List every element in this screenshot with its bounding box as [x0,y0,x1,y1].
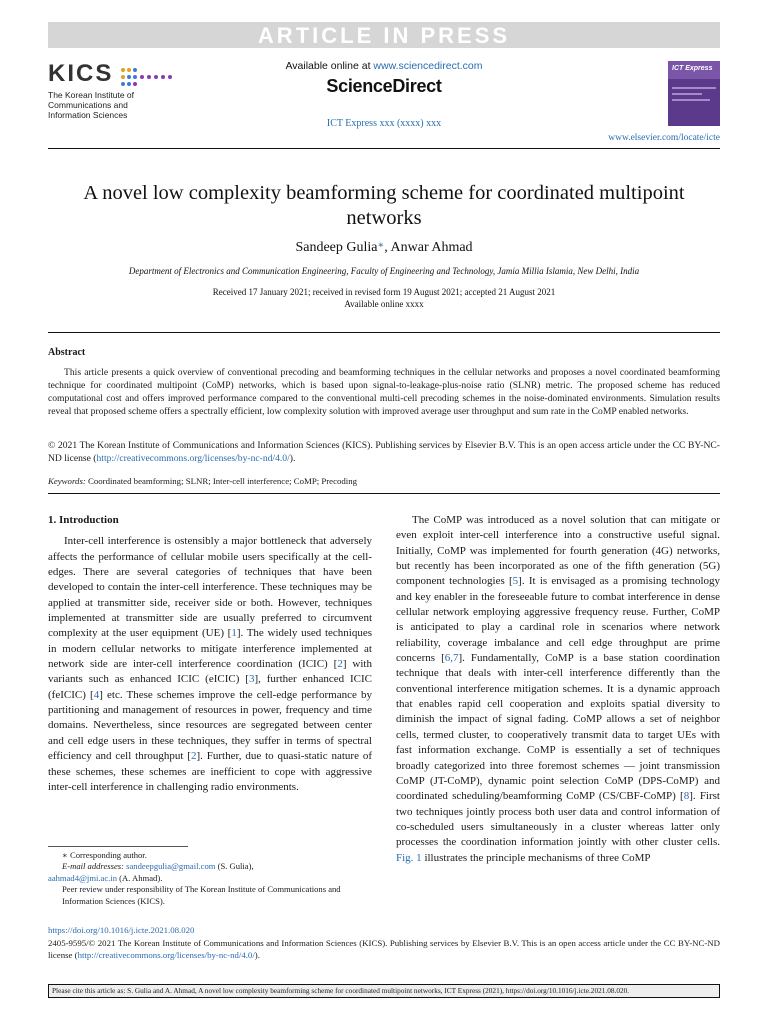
email1-owner: (S. Gulia), [215,861,254,872]
article-title: A novel low complexity beamforming scheme for coordinated multipoint networks [83,182,685,229]
available-online-date: Available online xxxx [344,299,424,309]
author-ahmad[interactable]: , Anwar Ahmad [384,240,473,255]
ref-link[interactable]: 3 [248,673,255,686]
email-line [48,861,372,872]
affiliation: Department of Electronics and Communication Engineering, Faculty of Engineering and Technology, Jamia Millia Islamia, New Delhi, India [128,266,640,276]
copyright-end: ). [289,453,296,464]
abstract-copyright [48,439,720,465]
right-column [396,513,720,866]
available-online [240,60,528,72]
article-in-press-banner: ARTICLE IN PRESS [48,22,720,48]
peer-review-note: Peer review under responsibility of The Korean Institute of Communications and Information Sciences (KICS). [62,884,341,906]
copyright-text: © 2021 The Korean Institute of Communications and Information Sciences (KICS). Publishing services by Elsevier B.V. This is an open access article under the CC BY-NC-ND license ( [48,440,720,464]
keywords [48,476,720,486]
available-prefix: Available online at [285,60,374,72]
issn-end: ). [254,949,260,960]
kics-subtitle-line1: The Korean Institute of [48,90,134,100]
sciencedirect-link[interactable]: www.sciencedirect.com [373,60,483,72]
kics-subtitle-line3: Information Sciences [48,110,128,120]
cover-title: ICT Express [672,65,713,72]
ref-link[interactable]: 8 [683,790,690,803]
kics-wordmark: KICS [48,60,114,87]
license-link[interactable]: http://creativecommons.org/licenses/by-nc-nd/4.0/ [96,453,290,464]
journal-cover-image[interactable] [668,61,720,126]
ref-link[interactable]: 1 [231,627,237,640]
abstract-heading: Abstract [48,347,86,358]
email-link-gulia[interactable]: sandeepgulia@gmail.com [126,861,216,872]
citation-box: Please cite this article as: S. Gulia and A. Ahmad, A novel low complexity beamforming scheme for coordinated multipoint networks, ICT Express (2021), https://doi.org/10.1016/j.icte.2021.08.020. [48,984,720,998]
intro-paragraph: Inter-cell interference is ostensibly a major bottleneck that adversely affects the performance of cellular mobile users specifically at the cell-edges. There are several categories of techniques that have been developed to contain the inter-cell interference. These techniques may be applied at transmitter side, receiver side or both. However, techniques implemented at transmitter side are usually preferred to circumvent complexity at the user equipment (UE) [1]. The widely used techniques in modern cellular networks to mitigate interference implemented at network side are inter-cell interference coordination (ICIC) [2] with variants such as enhanced ICIC (eICIC) [3], further enhanced ICIC (feICIC) [4] etc. These schemes improve the cell-edge performance by partitioning and management of resources in power, frequency and time domains. Nevertheless, since resources are segregated between center and cell edge users in these techniques, they suffer in terms of spectral efficiency and cell throughput [2]. Further, due to quasi-static nature of these schemes, these schemes are inefficient to cope with aggressive inter-cell interference in challenging radio environments. [48,535,372,793]
section-heading-introduction: 1. Introduction [48,514,119,526]
abstract-divider [48,332,720,333]
corresponding-author-note: ∗ Corresponding author. [62,850,147,860]
footer-license-link[interactable]: http://creativecommons.org/licenses/by-nc-nd/4.0/ [77,949,255,960]
keywords-list: Coordinated beamforming; SLNR; Inter-cell interference; CoMP; Precoding [85,476,358,486]
footnotes [48,850,372,907]
comp-paragraph: The CoMP was introduced as a novel solution that can mitigate or even exploit inter-cell interference into a constructive useful signal. Initially, CoMP was implemented for fourth generation (4G) networks, but recently has been incorporated as one of the fifth generation (5G) component technologies [5]. It is envisaged as a promising technology and key enabler in the foreseeable future to combat interference in dense cellular network employing aggressive frequency reuse. Further, CoMP is anticipated to play a cardinal role in scenarios where network reliability, coverage imbalance and cell edge throughput are prime concerns [6,7]. Fundamentally, CoMP is a base station coordination technique that deals with inter-cell interference differently than the conventional interference mitigation schemes. It is a dynamic approach that enables rapid cell cooperation and exploits spatial diversity to diminish the impact of signal fading. CoMP allows a set of neighbor cells, termed cluster, to cooperatively transmit data to target UEs with fast information exchange. CoMP is essentially a set of techniques broadly categorized into three foremost schemes — joint transmission CoMP (JT-CoMP), dynamic point selection CoMP (DPS-CoMP) and coordinated scheduling/beamforming CoMP (CS/CBF-CoMP) [8]. First two techniques jointly process both user data and control information of co-scheduled users simultaneously in a cluster whereas latter only processes the coordination information jointly with other cluster cells. Fig. 1 illustrates the principle mechanisms of three CoMP [396,514,720,864]
ref-link[interactable]: 2 [337,658,343,671]
author-list [48,240,720,256]
ref-link[interactable]: 6,7 [444,652,459,665]
keywords-label: Keywords: [48,476,86,486]
ref-link[interactable]: 2 [190,750,197,763]
kics-dots-icon [120,67,180,87]
ref-link[interactable]: 4 [93,688,100,701]
left-column [48,513,372,795]
email-label: E-mail addresses: [62,861,124,872]
figure-link[interactable]: Fig. 1 [396,851,422,864]
ref-link[interactable]: 5 [512,575,519,588]
article-history [48,286,720,310]
issn-text: 2405-9595/© 2021 The Korean Institute of Communications and Information Sciences (KICS). Publishing services by Elsevier B.V. This is an open access article under the CC BY-NC-ND license ( [48,938,720,960]
email2-owner: (A. Ahmad). [117,872,163,883]
author-gulia[interactable]: Sandeep Gulia [295,240,378,255]
header-divider [48,148,720,149]
keywords-divider [48,493,720,494]
email-line-2 [48,873,372,884]
received-dates: Received 17 January 2021; received in revised form 19 August 2021; accepted 21 August 2021 [212,287,556,297]
footnote-divider [48,846,188,847]
kics-logo[interactable] [48,60,188,130]
journal-reference[interactable]: ICT Express xxx (xxxx) xxx [326,118,442,129]
email-link-ahmad[interactable]: aahmad4@jmi.ac.in [48,872,118,883]
kics-subtitle-line2: Communications and [48,100,128,110]
journal-homepage-link[interactable]: www.elsevier.com/locate/icte [608,133,720,143]
corresponding-author-mark[interactable]: ∗ [377,240,385,251]
sciencedirect-wordmark: ScienceDirect [326,76,442,96]
issn-statement [48,938,720,961]
doi-link[interactable]: https://doi.org/10.1016/j.icte.2021.08.020 [48,925,195,935]
abstract-text: This article presents a quick overview of conventional precoding and beamforming techniques in the cellular networks and proposes a novel coordinated beamforming technique for coordinated multipoint (CoMP) networks, which is based upon signal-to-leakage-plus-noise ratio (SLNR) metric. The proposed scheme has reduced computational cost and offers improved performance compared to the conventional multi-cell precoding schemes in the noise-dominated environments. Simulation results reveal that proposed scheme offers a spectrally efficient, low complexity solution with improved average user throughput and sum rate in the CoMP enabled networks. [48,367,720,417]
